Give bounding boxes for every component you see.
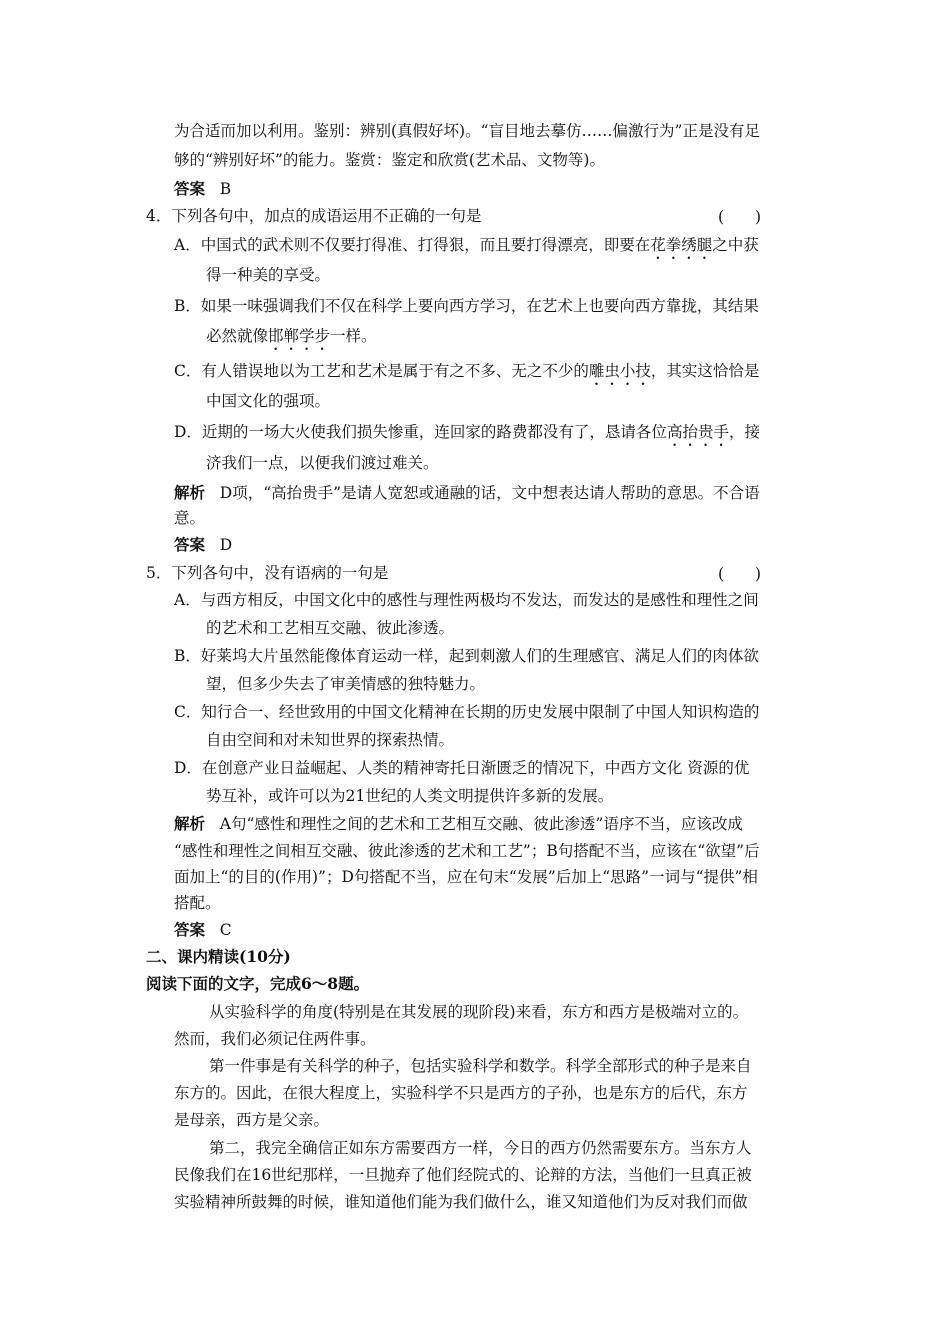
q4-option-a: A．中国式的武术则不仅要打得准、打得狠，而且要打得漂亮，即要在花拳绣腿之中获	[174, 236, 759, 254]
q4-option-a-cont: 得一种美的享受。	[206, 266, 331, 284]
answer-value: B	[219, 180, 232, 198]
prev-answer	[174, 178, 231, 200]
prev-analysis-line: 为合适而加以利用。鉴别：辨别(真假好坏)。“盲目地去摹仿……偏激行为”正是没有足	[174, 122, 760, 140]
answer-label: 答案	[174, 920, 206, 939]
q5-answer	[174, 919, 232, 941]
q4-option-b: B．如果一味强调我们不仅在科学上要向西方学习，在艺术上也要向西方靠拢，其结果	[174, 297, 759, 315]
prev-analysis-line: 够的“辨别好坏”的能力。鉴赏：鉴定和欣赏(艺术品、文物等)。	[174, 151, 605, 169]
q5-analysis: 解析 A句“感性和理性之间的艺术和工艺相互交融、彼此渗透”语序不当，应该改成	[174, 814, 743, 833]
q5-option-b: B．好莱坞大片虽然能像体育运动一样，起到刺激人们的生理感官、满足人们的肉体欲	[174, 647, 759, 665]
q5-option-a: A．与西方相反，中国文化中的感性与理性两极均不发达，而发达的是感性和理性之间	[174, 591, 759, 609]
q5-option-a-cont: 的艺术和工艺相互交融、彼此渗透。	[206, 619, 455, 637]
answer-value: D	[219, 536, 233, 554]
q4-analysis-cont: 意。	[174, 509, 206, 527]
analysis-label: 解析	[174, 814, 206, 833]
q4-option-c-cont: 中国文化的强项。	[206, 392, 331, 410]
q4-c-idiom: 雕虫小技	[588, 362, 651, 380]
q5-analysis-cont: 面加上“的目的(作用)”；D句搭配不当，应在句末“发展”后加上“思路”一词与“提供”相	[174, 868, 758, 886]
passage-line: 第二，我完全确信正如东方需要西方一样，今日的西方仍然需要东方。当东方人	[209, 1139, 752, 1157]
q4-option-b-cont: 必然就像邯郸学步一样。	[206, 327, 377, 345]
answer-value: C	[219, 921, 232, 939]
q4-answer	[174, 534, 232, 556]
q5-option-d: D．在创意产业日益崛起、人类的精神寄托日渐匮乏的情况下，中西方文化 资源的优	[174, 759, 750, 777]
q5-option-b-cont: 望，但多少失去了审美情感的独特魅力。	[206, 675, 486, 693]
q4-option-c: C．有人错误地以为工艺和艺术是属于有之不多、无之不少的雕虫小技，其实这恰恰是	[174, 362, 760, 380]
q4-option-d: D．近期的一场大火使我们损失惨重，连回家的路费都没有了，恳请各位高抬贵手，接	[174, 423, 760, 441]
q5-option-c: C．知行合一、经世致用的中国文化精神在长期的历史发展中限制了中国人知识构造的	[174, 703, 760, 721]
q4-option-d-cont: 济我们一点，以便我们渡过难关。	[206, 454, 439, 472]
q5-option-c-cont: 自由空间和对未知世界的探索热情。	[206, 731, 455, 749]
passage-line: 第一件事是有关科学的种子，包括实验科学和数学。科学全部形式的种子是来自	[209, 1057, 752, 1075]
passage-line: 然而，我们必须记住两件事。	[174, 1030, 376, 1048]
passage-line: 东方的。因此，在很大程度上，实验科学不只是西方的子孙，也是东方的后代，东方	[174, 1084, 748, 1102]
q5-analysis-cont: 搭配。	[174, 894, 221, 912]
analysis-label: 解析	[174, 483, 206, 502]
q4-stem: 4．下列各句中，加点的成语运用不正确的一句是	[146, 207, 482, 225]
q5-answer-bracket: ( )	[718, 565, 762, 583]
answer-label: 答案	[174, 535, 206, 554]
q5-stem: 5．下列各句中，没有语病的一句是	[146, 564, 389, 582]
passage-line: 从实验科学的角度(特别是在其发展的现阶段)来看，东方和西方是极端对立的。	[209, 1003, 749, 1021]
q4-b-idiom: 邯郸学步	[268, 327, 331, 345]
q5-analysis-cont: “感性和理性之间相互交融、彼此渗透的艺术和工艺”；B句搭配不当，应该在“欲望”后	[174, 842, 760, 860]
passage-line: 是母亲，西方是父亲。	[174, 1111, 330, 1129]
passage-line: 民像我们在16世纪那样，一旦抛弃了他们经院式的、论辩的方法，当他们一旦真正被	[174, 1166, 752, 1184]
q4-a-idiom: 花拳绣腿	[650, 236, 713, 254]
q5-option-d-cont: 势互补，或许可以为21世纪的人类文明提供许多新的发展。	[206, 787, 614, 805]
answer-label: 答案	[174, 179, 206, 198]
section-heading: 二、课内精读(10分)	[146, 947, 291, 966]
passage-line: 实验精神所鼓舞的时候，谁知道他们能为我们做什么，谁又知道他们为反对我们而做	[174, 1193, 748, 1211]
q4-d-idiom: 高抬贵手	[666, 423, 729, 441]
q4-answer-bracket: ( )	[718, 208, 762, 226]
q4-analysis: 解析 D项，“高抬贵手”是请人宽恕或通融的话，文中想表达请人帮助的意思。不合语	[174, 483, 760, 502]
reading-instruction: 阅读下面的文字，完成6～8题。	[146, 974, 370, 993]
